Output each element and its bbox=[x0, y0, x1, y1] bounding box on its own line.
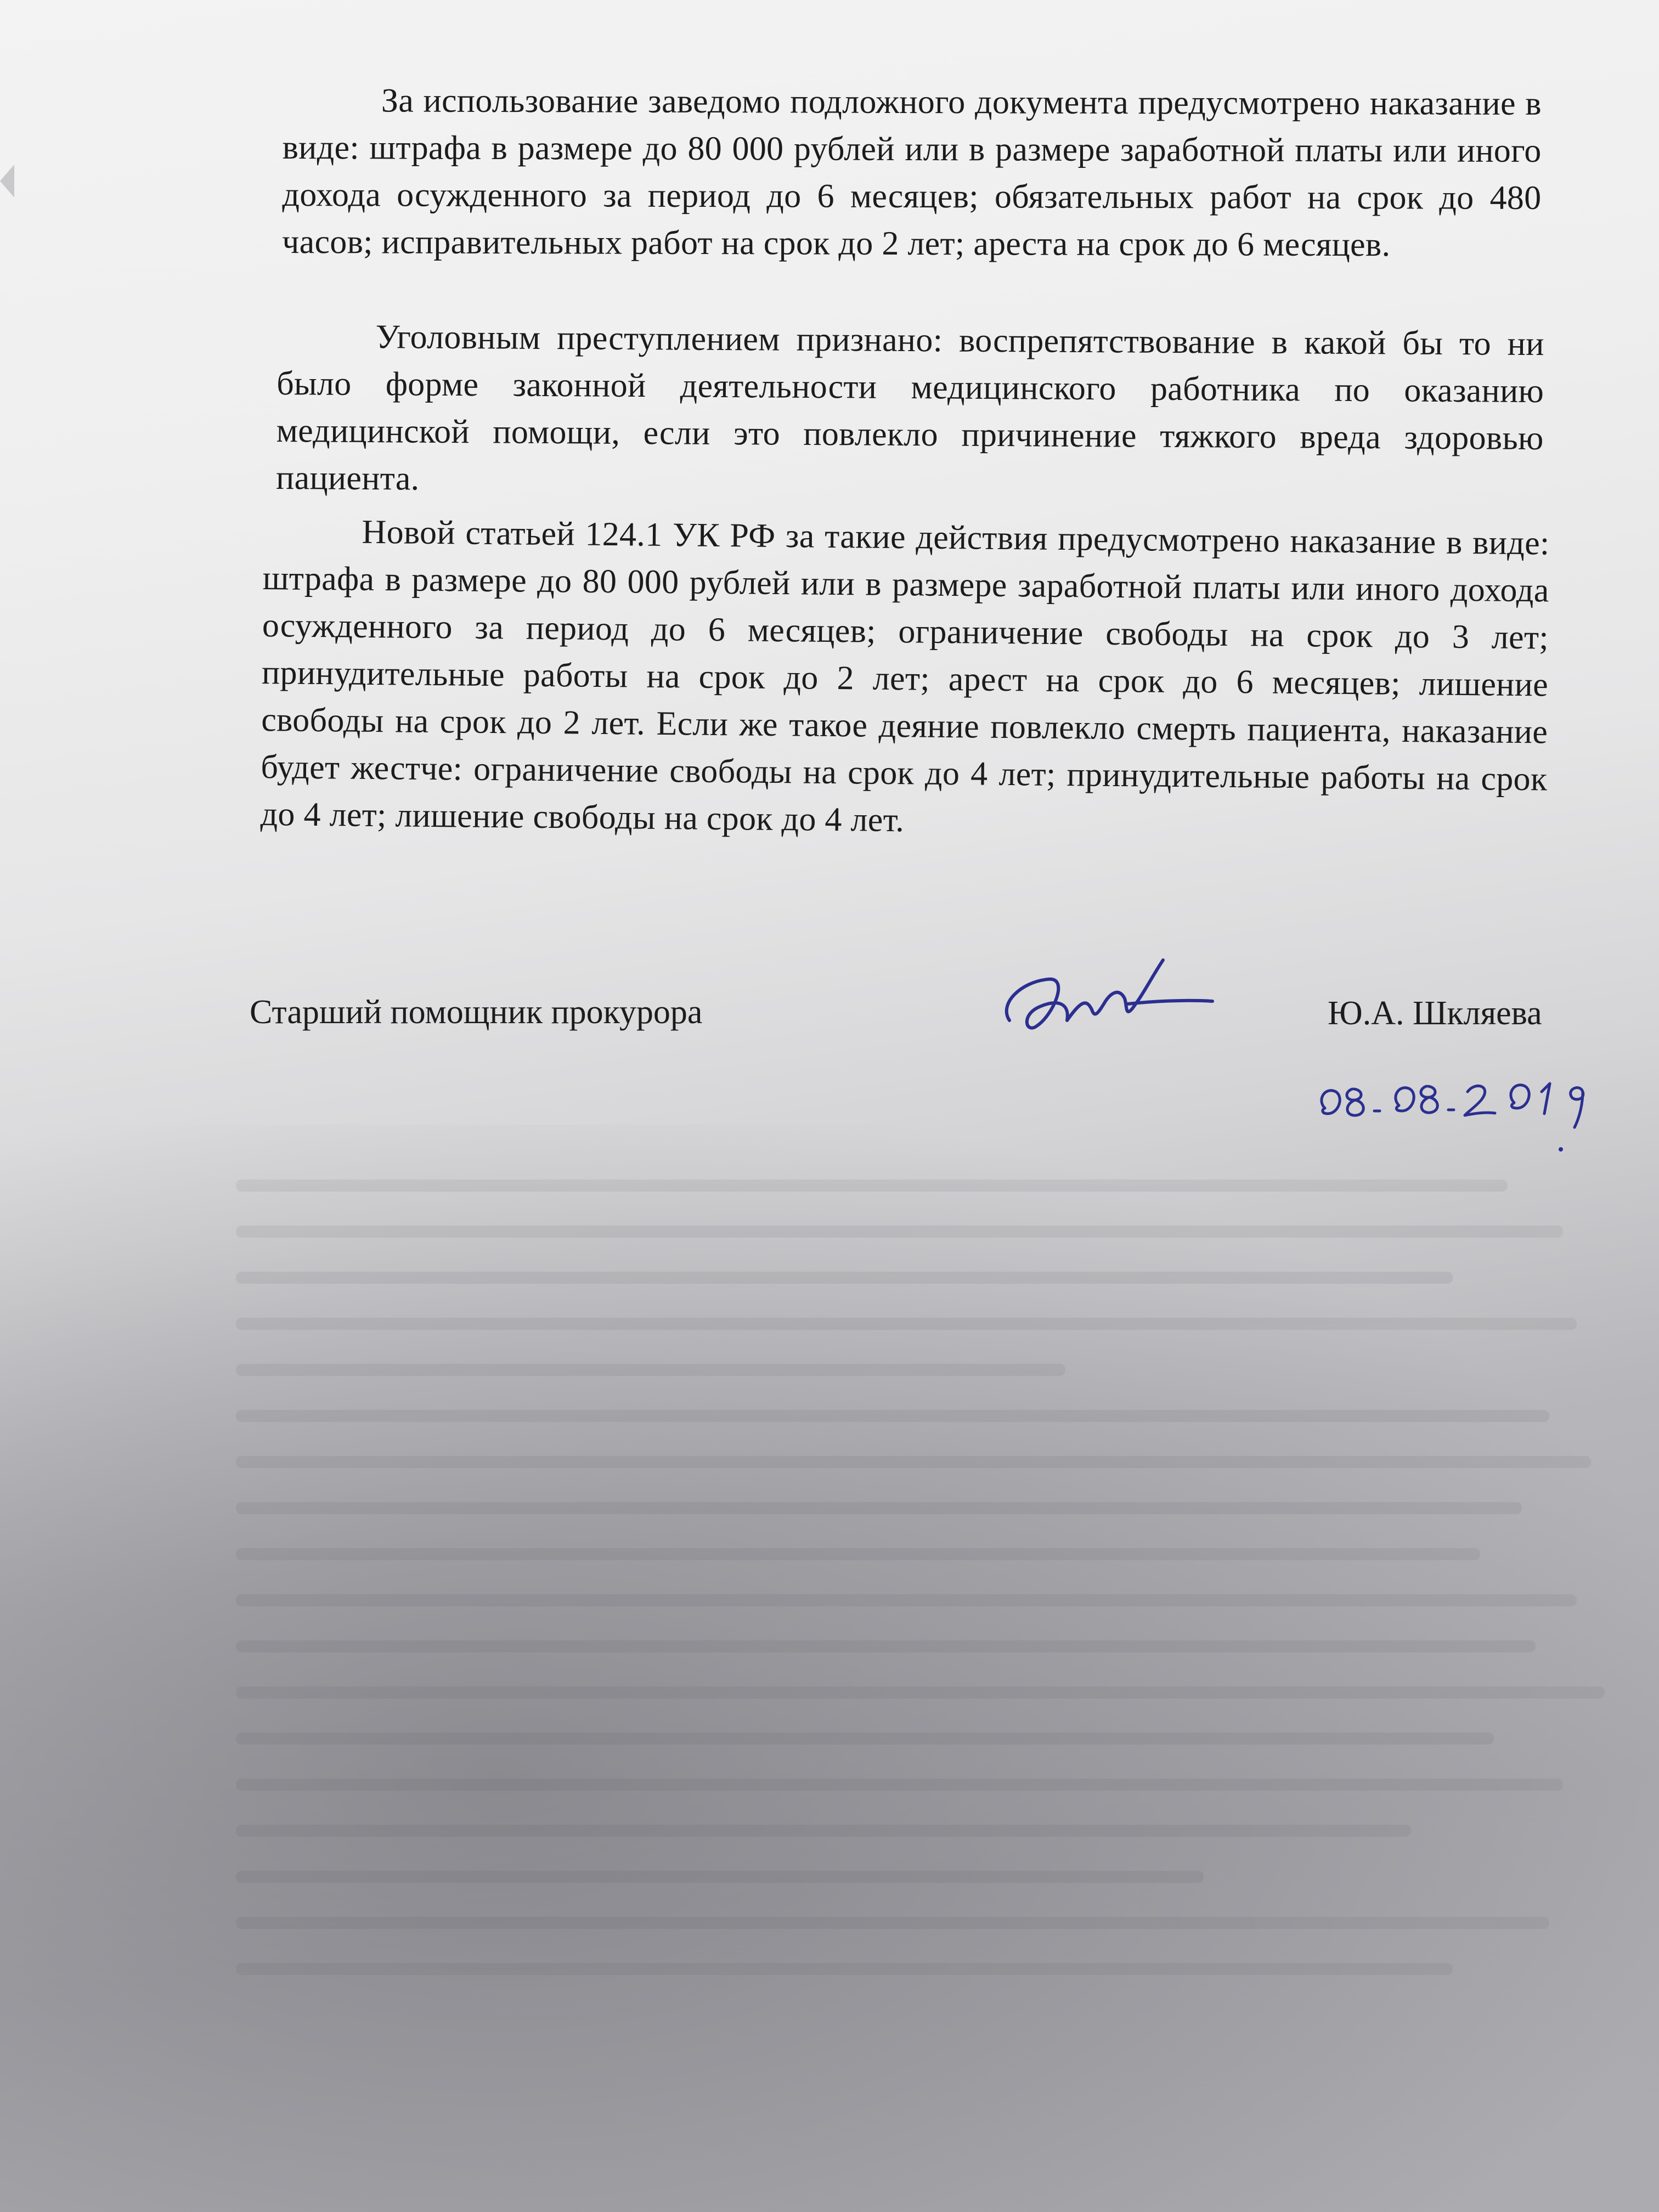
signatory-title: Старший помощник прокурора bbox=[250, 994, 703, 1031]
signatory-name: Ю.А. Шкляева bbox=[1328, 995, 1542, 1032]
paragraph-obstruction-crime: Уголовным преступлением признано: воспрепятствование в какой бы то ни было форме законной деятельности медицинского работника по оказанию медицинской помощи, если это повлекло причинение тяжкого вреда здоровью пациента. bbox=[275, 318, 1544, 498]
paragraph-forged-document: За использование заведомо подложного документа предусмотрено наказание в виде: штрафа в размере до 80 000 рублей или в размере заработной платы или иного дохода осужденного за период до 6 месяцев; обязательных работ на срок до 480 часов; исправительных работ на срок до 2 лет; ареста на срок до 6 месяцев. bbox=[282, 82, 1542, 264]
paragraph-article-124-1: Новой статьей 124.1 УК РФ за такие действия предусмотрено наказание в виде: штрафа в размере до 80 000 рублей или в размере заработной платы или иного дохода осужденного за период до 6 месяцев; ограничение свободы на срок до 3 лет; принудительные работы на срок до 2 лет; арест на срок до 6 месяцев; лишение свободы на срок до 2 лет. Если же такое деяние повлекло смерть пациента, наказание будет жестче: ограничение свободы на срок до 4 лет; принудительные работы на срок до 4 лет; лишение свободы на срок до 4 лет. bbox=[260, 513, 1550, 839]
paper-edge bbox=[0, 165, 14, 198]
handwritten-signature bbox=[988, 949, 1218, 1059]
handwritten-date bbox=[1311, 1067, 1596, 1155]
photo-shadow bbox=[0, 1125, 1659, 2212]
